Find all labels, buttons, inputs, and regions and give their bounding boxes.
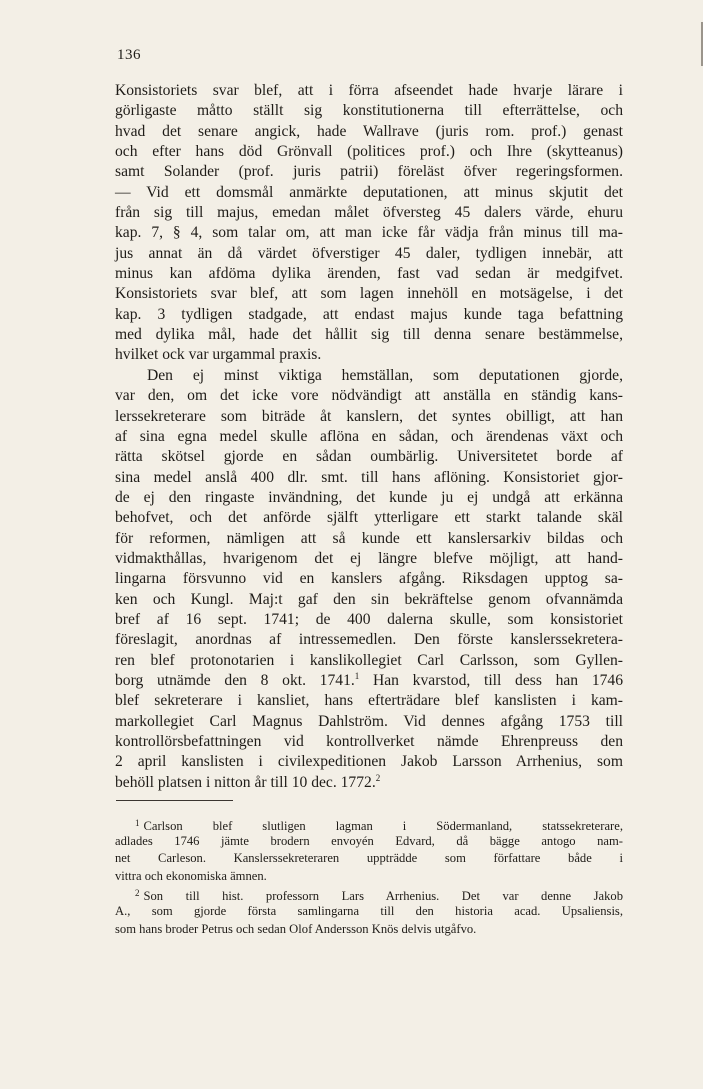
text-line: kap. 3 tydligen stadgade, att endast majus kunde taga befattning — [115, 305, 623, 323]
text-line: för reformen, nämligen att så kunde ett kanslersarkiv bildas och — [115, 529, 623, 547]
text-line: markollegiet Carl Magnus Dahlström. Vid dennes afgång 1753 till — [115, 712, 623, 730]
footnote-number: 1 — [135, 818, 140, 828]
text-line: var den, om det icke vore nödvändigt att anställa en ständig kans- — [115, 387, 623, 405]
text-line-with-footnote-ref — [115, 773, 623, 793]
text-line: ren blef protonotarien i kanslikollegiet Carl Carlsson, som Gyllen- — [115, 651, 623, 669]
text-line: — Vid ett domsmål anmärkte deputationen, att minus skjutit det — [115, 183, 623, 201]
text-line: af sina egna medel skulle aflöna en sådan, och ärendenas växt och — [115, 427, 623, 445]
text-line: hvad det senare angick, hade Wallrave (juris rom. prof.) genast — [115, 122, 623, 140]
text-segment: borg utnämde den 8 okt. 1741. — [115, 671, 355, 689]
footnote-line: adlades 1746 jämte brodern envoyén Edvard, då bägge antogo nam- — [115, 833, 623, 848]
text-line: minus kan afdöma dylika ärenden, fast vad sedan är medgifvet. — [115, 265, 623, 283]
text-line: Konsistoriets svar blef, att i förra afseendet hade hvarje lärare i — [115, 82, 623, 99]
text-line: kap. 7, § 4, som talar om, att man icke får vädja från minus till ma- — [115, 224, 623, 242]
text-segment: Carlson blef slutligen lagman i Södermanland, statssekreterare, — [143, 819, 623, 833]
text-line: lerssekreterare som biträde åt kanslern, det syntes obilligt, att han — [115, 407, 623, 425]
footnotes — [115, 815, 623, 938]
text-line: och efter hans död Grönvall (politices prof.) och Ihre (skytteanus) — [115, 143, 623, 161]
footnote-line: A., som gjorde första samlingarna till den historia acad. Upsaliensis, — [115, 903, 623, 918]
text-segment: behöll platsen i nitton år till 10 dec. 1772. — [115, 773, 376, 791]
page-number: 136 — [117, 47, 141, 63]
footnote-ref: 2 — [375, 772, 381, 783]
footnote-divider — [116, 800, 233, 801]
footnote-line: vittra och ekonomiska ämnen. — [115, 868, 267, 883]
text-line: kontrollörsbefattningen vid kontrollverket nämde Ehrenpreuss den — [115, 733, 623, 750]
text-line: behofvet, och det anförde själft ytterligare ett starkt talande skäl — [115, 509, 623, 527]
text-line: Konsistoriets svar blef, att som lagen innehöll en motsägelse, i det — [115, 285, 623, 303]
text-line: jus annat än då värdet öfverstiger 45 daler, tydligen innebär, att — [115, 244, 623, 262]
text-line: från sig till majus, emedan målet öfversteg 45 dalers värde, ehuru — [115, 204, 623, 222]
text-segment: Han kvarstod, till dess han 1746 — [359, 671, 624, 689]
text-line: lingarna försvunno vid en kanslers afgång. Riksdagen upptog sa- — [115, 570, 623, 588]
text-line: blef sekreterare i kansliet, hans efterträdare blef kanslisten i kam- — [115, 692, 623, 710]
footnote-line — [115, 885, 623, 903]
text-line: vidmakthållas, hvarigenom det ej längre blefve möjligt, att hand- — [115, 549, 623, 567]
text-line: föreslagit, anordnas af intressemedlen. Den förste kanslerssekretera- — [115, 631, 623, 649]
footnote-line — [115, 815, 623, 833]
text-line: bref af 16 sept. 1741; de 400 dalerna skulle, som konsistoriet — [115, 610, 623, 628]
text-line: med dylika mål, hade det hållit sig till denna senare bestämmelse, — [115, 326, 623, 344]
text-segment: Son till hist. professorn Lars Arrhenius. Det var denne Jakob — [143, 889, 623, 904]
body-text — [115, 81, 623, 793]
footnote-line: som hans broder Petrus och sedan Olof Andersson Knös delvis utgåfvo. — [115, 921, 477, 936]
text-line: hvilket ock var urgammal praxis. — [115, 346, 322, 364]
footnote-line: net Carleson. Kanslerssekreteraren uppträdde som författare både i — [115, 851, 623, 866]
text-line-with-footnote-ref — [115, 671, 623, 691]
text-line: ken och Kungl. Maj:t gaf den sin bekräftelse genom ofvannämda — [115, 590, 623, 608]
text-line: rätta skötsel gjorde en sådan oumbärlig. Universitetet borde af — [115, 448, 623, 466]
footnote-ref: 1 — [354, 670, 360, 681]
text-line: de ej den ringaste invändning, det kunde ju ej undgå att erkänna — [115, 488, 623, 506]
text-line-indented: Den ej minst viktiga hemställan, som deputationen gjorde, — [147, 366, 623, 384]
footnote-number: 2 — [135, 888, 140, 899]
text-line: sina medel anslå 400 dlr. smt. till hans aflöning. Konsistoriet gjor- — [115, 468, 623, 486]
text-line: 2 april kanslisten i civilexpeditionen Jakob Larsson Arrhenius, som — [115, 753, 623, 771]
text-line: samt Solander (prof. juris patrii) föreläst öfver regeringsformen. — [115, 163, 623, 181]
text-line: görligaste måtto ställt sig konstitutionerna till efterrättelse, och — [115, 102, 623, 120]
